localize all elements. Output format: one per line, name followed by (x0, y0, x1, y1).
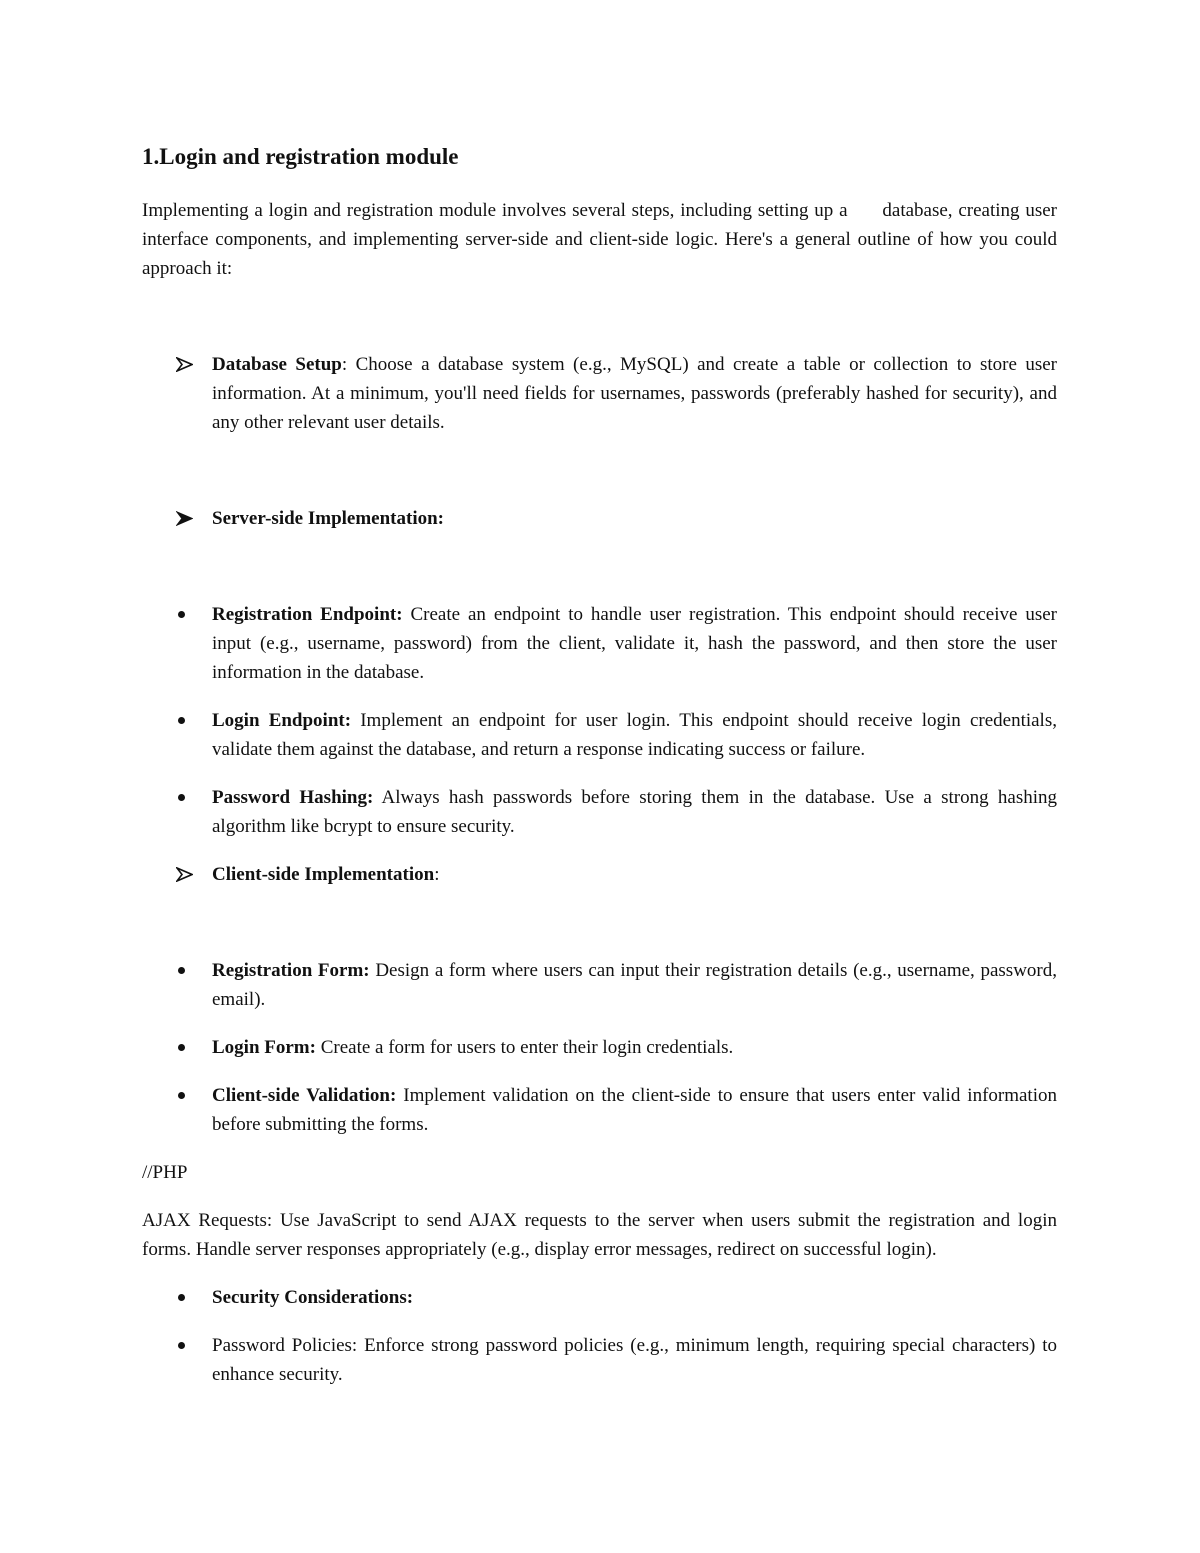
security-label: Security Considerations: (212, 1287, 414, 1308)
bullet-dot-icon (178, 1092, 185, 1099)
page-title: 1.Login and registration module (142, 144, 459, 169)
list-item-label: Login Form: (212, 1037, 316, 1058)
bullet-dot-icon (178, 794, 185, 801)
security-heading (142, 1283, 1057, 1312)
bullet-dot-icon (178, 1294, 185, 1301)
list-item (142, 706, 1057, 764)
arrow-bullet-icon (176, 511, 193, 526)
database-setup-label: Database Setup (212, 354, 342, 375)
document-page (142, 140, 1062, 1389)
php-comment: //PHP (142, 1162, 188, 1183)
ajax-paragraph: AJAX Requests: Use JavaScript to send AJAX requests to the server when users submit the registration and login forms. Handle server responses appropriately (e.g., display error messages, redirect on successful login). (142, 1210, 1057, 1260)
list-item-text: Implement an endpoint for user login. This endpoint should receive login credentials, validate them against the database, and return a response indicating success or failure. (212, 710, 1057, 760)
list-item-text: Create a form for users to enter their login credentials. (315, 1037, 734, 1058)
client-side-label: Client-side Implementation (212, 864, 435, 885)
list-item-label: Client-side Validation: (212, 1085, 397, 1106)
list-item (142, 1081, 1057, 1139)
list-item-label: Registration Endpoint: (212, 604, 403, 625)
intro-paragraph: Implementing a login and registration module involves several steps, including setting up a database, creating user interface components, and implementing server-side and client-side logic. Here's a general outline of how you could approach it: (142, 200, 1062, 279)
list-item-label: Registration Form: (212, 960, 370, 981)
list-item (142, 1331, 1057, 1389)
server-side-heading (142, 504, 1057, 533)
bullet-dot-icon (178, 1044, 185, 1051)
list-item (142, 783, 1057, 841)
list-item (142, 1033, 1057, 1062)
list-item-text: Create an endpoint to handle user registration. This endpoint should receive user input (e.g., username, password) from the client, validate it, hash the password, and then store the user information in the database. (212, 604, 1058, 683)
list-item-text: Password Policies: Enforce strong password policies (e.g., minimum length, requiring special characters) to enhance security. (212, 1335, 1057, 1385)
list-item-label: Login Endpoint: (212, 710, 352, 731)
list-item-label: Password Hashing: (212, 787, 374, 808)
server-side-label: Server-side Implementation: (212, 508, 444, 529)
database-setup-item (142, 350, 1057, 437)
list-item-text: Implement validation on the client-side to ensure that users enter valid information before submitting the forms. (212, 1085, 1057, 1135)
bullet-dot-icon (178, 967, 185, 974)
bullet-dot-icon (178, 717, 185, 724)
bullet-dot-icon (178, 1342, 185, 1349)
list-item (142, 600, 1057, 687)
list-item (142, 956, 1057, 1014)
client-side-suffix: : (434, 864, 440, 885)
arrow-bullet-icon (176, 867, 193, 882)
client-side-heading (142, 860, 1057, 889)
list-item-text: Always hash passwords before storing them in the database. Use a strong hashing algorithm like bcrypt to ensure security. (212, 787, 1057, 837)
database-setup-text: : Choose a database system (e.g., MySQL) and create a table or collection to store user information. At a minimum, you'll need fields for usernames, passwords (preferably hashed for security), and any other relevant user details. (212, 354, 1058, 433)
list-item-text: Design a form where users can input their registration details (e.g., username, password, email). (212, 960, 1057, 1010)
bullet-dot-icon (178, 611, 185, 618)
arrow-bullet-icon (176, 357, 193, 372)
